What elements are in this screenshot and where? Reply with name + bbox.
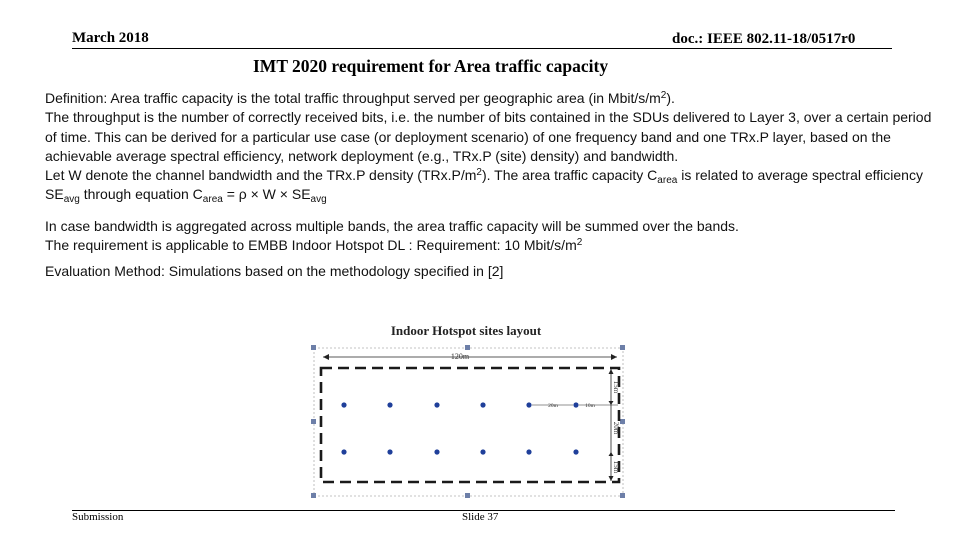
header-rule [72,48,892,49]
site-marker [341,402,346,407]
requirement-text: The requirement is applicable to EMBB Indoor Hotspot DL : Requirement: 10 Mbit/s/m [45,237,577,254]
diagram-title: Indoor Hotspot sites layout [390,323,542,338]
definition-text: Definition: Area traffic capacity is the total traffic throughput served per geographic area (in Mbit/s/m [45,90,661,106]
height-top-label: 15m [612,380,620,394]
site-marker [573,449,578,454]
footer-submission: Submission [72,511,124,523]
equation-text-b: ). The area traffic capacity C [481,167,658,184]
equation-sub-b: area [657,175,678,187]
requirement-paragraph [45,236,945,255]
slide-title: IMT 2020 requirement for Area traffic capacity [253,56,609,76]
selection-frame [314,348,623,496]
sites-row-2 [341,449,578,454]
site-marker [387,402,392,407]
equation-sup-a: 2 [476,167,482,179]
edge-label: 10m [585,403,595,409]
header-doc-id: doc.: IEEE 802.11-18/0517r0 [672,31,856,47]
equation-text-e: = ρ × W × SE [222,186,311,203]
bandwidth-paragraph: In case bandwidth is aggregated across multiple bands, the area traffic capacity will be summed over the bands. [45,217,739,234]
slide-body [45,89,945,282]
throughput-paragraph: The throughput is the number of correctly received bits, i.e. the number of bits contained in the SDUs delivered to Layer 3, over a certain period of time. This can be derived for a particular use case (or deployment scenario) of one frequency band and one TRx.P layer, based on the achievable average spectral efficiency, network deployment (e.g., TRx.P (site) density) and bandwidth. [45,109,932,164]
site-marker [526,402,531,407]
requirement-superscript: 2 [576,237,583,249]
equation-paragraph [45,166,945,205]
equation-text-c: is related to average spectral efficiency SE [45,167,923,203]
site-marker [526,449,531,454]
definition-superscript: 2 [660,90,667,101]
equation-sub-c: avg [63,194,80,206]
equation-text-d: through equation C [79,186,203,203]
site-marker [434,402,439,407]
definition-end: ). [666,90,675,106]
site-marker [480,402,485,407]
equation-sub-d: area [202,194,223,206]
building-boundary [321,368,619,482]
equation-sub-e: avg [310,194,327,206]
site-marker [387,449,392,454]
equation-text-a: Let W denote the channel bandwidth and the TRx.P density (TRx.P/m [45,167,477,184]
spacing-label: 20m [548,403,558,409]
indoor-hotspot-layout-diagram [308,320,648,502]
site-marker [480,449,485,454]
height-bottom-label: 15m [612,460,620,474]
site-marker [434,449,439,454]
height-mid-label: 20m [612,421,620,435]
header-date: March 2018 [72,30,149,46]
site-marker [341,449,346,454]
definition-paragraph [45,89,945,108]
length-label: 120m [450,352,470,361]
footer-slide-number: Slide 37 [462,511,499,523]
evaluation-paragraph: Evaluation Method: Simulations based on the methodology specified in [2] [45,263,504,280]
site-marker [573,402,578,407]
